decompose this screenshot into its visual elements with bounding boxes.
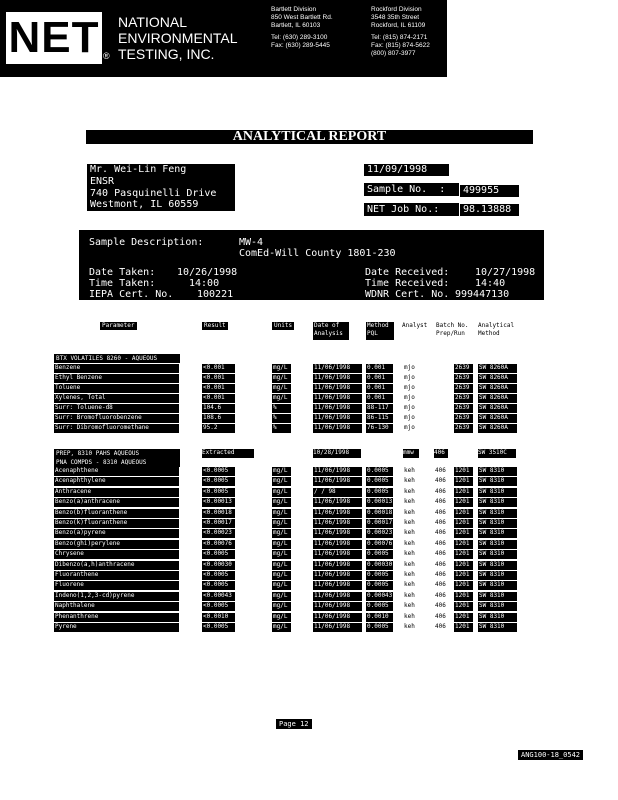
parameter-cell: Surr: Dibromofluoromethane [54,424,179,433]
report-title: ANALYTICAL REPORT [86,130,533,144]
method-cell: SW 8260A [478,384,517,393]
analyst-cell: keh [404,623,415,630]
method-cell: SW 8310 [478,529,517,538]
method-cell: SW 8310 [478,581,517,590]
method-cell: SW 8260A [478,424,517,433]
analyst-cell: keh [404,581,415,589]
pql-cell: 88-117 [366,404,393,413]
method-cell: SW 8310 [478,623,517,632]
result-cell: <0.0005 [202,581,235,590]
batch-cell: 406 [435,477,446,485]
pql-cell: 0.001 [366,384,393,393]
date-cell: 11/06/1998 [313,592,362,601]
prep-date: 10/28/1998 [313,449,361,458]
method-cell: SW 8260A [478,394,517,403]
run-cell: 1201 [454,529,473,538]
pql-cell: 0.0005 [366,467,393,476]
batch-cell: 406 [435,581,446,589]
date-cell: 11/06/1998 [313,519,362,528]
parameter-cell: Benzo(b)fluoranthene [54,509,179,518]
date-cell: 11/06/1998 [313,509,362,518]
batch-cell: 406 [435,623,446,630]
analyst-cell: keh [404,539,415,547]
units-cell: mg/L [272,529,291,538]
parameter-cell: Acenaphthene [54,467,179,476]
analyst-cell: keh [404,529,415,537]
batch-cell [434,384,449,393]
run-cell: 2639 [454,394,473,403]
date-cell: 11/06/1998 [313,364,362,373]
analyst-cell: mjo [404,414,415,421]
method-cell: SW 8310 [478,602,517,611]
units-cell: mg/L [272,613,291,622]
result-cell: <0.0005 [202,477,235,486]
units-cell: mg/L [272,467,291,476]
pql-cell: 0.0005 [366,623,393,632]
run-cell: 2639 [454,404,473,413]
analyst-cell: keh [404,487,415,495]
method-cell: SW 8260A [478,414,517,423]
section-pna-compounds: PNA COMPDS - 8310 AQUEOUS [54,458,180,467]
col-header-parameter: Parameter [102,322,135,329]
date-cell: 11/06/1998 [313,581,362,590]
letterhead [0,0,447,77]
parameter-cell: Ethyl Benzene [54,374,179,383]
run-cell: 2639 [454,414,473,423]
method-cell: SW 8310 [478,467,517,476]
date-cell: 11/06/1998 [313,384,362,393]
run-cell: 1201 [454,467,473,476]
parameter-cell: Benzo(a)anthracene [54,498,179,507]
parameter-cell: Chrysene [54,550,179,559]
result-cell: 104.6 [202,404,235,413]
page-number: Page 12 [276,719,312,729]
run-cell: 1201 [454,498,473,507]
result-cell: <0.00013 [202,498,235,507]
analyst-cell: mjo [404,394,415,401]
pql-cell: 0.0005 [366,602,393,611]
method-cell: SW 8310 [478,613,517,622]
analyst-cell: keh [404,571,415,578]
pql-cell: 86-115 [366,414,393,423]
parameter-cell: Phenanthrene [54,613,179,622]
pql-cell: 0.00076 [367,539,393,547]
run-cell: 1201 [454,571,473,580]
registered-mark: ® [103,51,110,61]
batch-cell [434,374,449,383]
batch-cell [434,404,449,413]
pql-cell: 0.0005 [366,581,393,590]
analyst-cell: keh [404,550,415,558]
units-cell: mg/L [272,592,291,601]
col-header-result: Result [204,322,226,329]
run-cell: 1201 [454,581,473,590]
units-cell: mg/L [272,509,291,518]
date-cell: 11/06/1998 [313,394,362,403]
pql-cell: 0.001 [366,394,393,403]
date-cell: 11/06/1998 [313,602,362,611]
parameter-cell: Dibenzo(a,h)anthracene [54,561,179,570]
pql-cell: 0.00030 [367,560,393,568]
run-cell: 2639 [454,374,473,383]
parameter-cell: Fluorene [54,581,179,590]
units-cell: mg/L [272,561,291,570]
job-no-value: 98.13888 [460,204,519,216]
batch-cell: 406 [435,487,446,495]
date-cell: 11/06/1998 [313,374,362,383]
date-cell: 11/06/1998 [313,414,362,423]
col-header-analyst: Analyst [402,322,428,329]
run-cell: 1201 [454,550,473,559]
analyst-cell: keh [404,591,415,599]
run-cell: 1201 [454,519,473,528]
rockford-division-address: Rockford Division 3548 35th Street Rockford, IL 61109 Tel: (815) 874-2171 Fax: (815) 874-5622 (800) 807-3977 [371,6,430,57]
analyst-cell: keh [404,602,415,610]
parameter-cell: Surr: Bromofluorobenzene [54,414,179,423]
run-cell: 2639 [454,424,473,433]
run-cell: 1201 [454,509,473,518]
sample-description-block: Sample Description: MW-4 ComEd-Will County 1801-230 Date Taken: 10/26/1998 Time Taken: 14:00 IEPA Cert. No. 100221 Date Received: 10/27/1998 Time Received: 14:40 WDNR Cert. No. 999447130 [79,230,544,300]
analyst-cell: mjo [404,384,415,391]
method-cell: SW 8310 [478,592,517,601]
result-cell: <0.001 [202,384,235,393]
date-cell: 11/06/1998 [313,623,362,632]
method-cell: SW 8260A [478,404,517,413]
units-cell: mg/L [272,602,291,611]
batch-cell [434,364,449,373]
units-cell: mg/L [272,488,291,497]
date-cell: 11/06/1998 [313,424,362,433]
method-cell: SW 8310 [478,498,517,507]
batch-cell: 406 [435,550,446,558]
analyst-cell: keh [404,519,415,526]
pql-cell: 0.0005 [366,571,393,580]
col-header-method: Method PQL [366,322,394,340]
sample-no-value: 499955 [460,185,519,197]
units-cell: mg/L [272,540,291,549]
date-cell: 11/06/1998 [313,467,362,476]
date-cell: 11/06/1998 [313,498,362,507]
col-header-batch: Batch No. Prep/Run [436,322,469,337]
report-date: 11/09/1998 [364,164,449,176]
parameter-cell: Surr: Toluene-d8 [54,404,179,413]
date-cell: 11/06/1998 [313,540,362,549]
pql-cell: 0.001 [366,374,393,383]
analyst-cell: mjo [404,364,415,371]
batch-cell: 406 [435,529,446,537]
run-cell: 1201 [454,540,473,549]
date-cell: 11/06/1998 [313,529,362,538]
result-cell: <0.0005 [202,467,235,476]
pql-cell: 0.00017 [367,519,393,526]
client-address-block: Mr. Wei-Lin Feng ENSR 740 Pasquinelli Drive Westmont, IL 60559 [87,164,235,211]
date-cell: 11/06/1998 [313,550,362,559]
pql-cell: 0.00018 [367,508,393,516]
batch-cell [434,394,449,403]
date-cell: / / 98 [313,488,362,497]
batch-cell: 406 [435,612,446,620]
units-cell: mg/L [272,571,291,580]
col-header-analytical-method: Analytical Method [478,322,515,337]
pql-cell: 0.00013 [367,498,393,506]
units-cell: % [272,404,291,413]
method-cell: SW 8310 [478,550,517,559]
method-cell: SW 8310 [478,509,517,518]
units-cell: mg/L [272,498,291,507]
units-cell: mg/L [272,364,291,373]
method-cell: SW 8260A [478,364,517,373]
units-cell: mg/L [272,477,291,486]
batch-cell: 406 [435,571,446,578]
analyst-cell: mjo [404,404,415,411]
result-cell: <0.0005 [202,623,235,632]
pql-cell: 0.00043 [367,591,393,599]
run-cell: 1201 [454,477,473,486]
method-cell: SW 8310 [478,477,517,486]
parameter-cell: Benzo(a)pyrene [54,529,179,538]
run-cell: 2639 [454,384,473,393]
result-cell: <0.0005 [202,488,235,497]
result-cell: <0.00017 [202,519,235,528]
batch-cell: 406 [435,467,446,474]
batch-cell: 406 [435,560,446,568]
prep-batch: 406 [434,449,448,458]
sample-no-label: Sample No. : [364,183,459,196]
pql-cell: 0.0005 [366,488,393,497]
result-cell: <0.00043 [202,592,235,601]
parameter-cell: Benzene [54,364,179,373]
date-cell: 11/06/1998 [313,477,362,486]
run-cell: 1201 [454,561,473,570]
units-cell: mg/L [272,550,291,559]
analyst-cell: keh [404,477,415,485]
result-cell: <0.00076 [202,540,235,549]
analyst-cell: keh [404,498,415,506]
result-cell: <0.0005 [202,571,235,580]
section-btx-volatiles: BTX VOLATILES 8260 - AQUEOUS [54,354,180,363]
batch-cell: 406 [435,498,446,506]
run-cell: 1201 [454,602,473,611]
col-header-date: Date of Analysis [313,322,349,340]
date-cell: 11/06/1998 [313,613,362,622]
units-cell: mg/L [272,623,291,632]
date-cell: 11/06/1998 [313,571,362,580]
pql-cell: 0.001 [366,364,393,373]
document-id: ANG100-18_0542 [518,750,583,760]
parameter-cell: Fluoranthene [54,571,179,580]
net-logo: NET [6,12,102,64]
analyst-cell: keh [404,612,415,620]
batch-cell: 406 [435,602,446,610]
units-cell: mg/L [272,519,291,528]
pql-cell: 0.0005 [366,477,393,486]
batch-cell [434,424,449,433]
section-prep-pahs: PREP, 8310 PAHS AQUEOUS [54,449,180,458]
result-cell: <0.00023 [202,529,235,538]
date-cell: 11/06/1998 [313,404,362,413]
units-cell: mg/L [272,374,291,383]
pql-cell: 0.0010 [366,613,393,622]
result-cell: <0.0010 [202,613,235,622]
pql-cell: 0.00023 [367,529,393,537]
parameter-cell: Acenaphthylene [54,477,179,486]
method-cell: SW 8310 [478,571,517,580]
method-cell: SW 8310 [478,488,517,497]
run-cell: 1201 [454,488,473,497]
method-cell: SW 8260A [478,374,517,383]
prep-analyst: mmw [403,449,419,458]
col-header-units: Units [274,322,293,329]
analyst-cell: keh [404,508,415,516]
result-cell: 108.6 [202,414,235,423]
parameter-cell: Benzo(ghi)perylene [54,540,179,549]
parameter-cell: Pyrene [54,623,179,632]
parameter-cell: Naphthalene [54,602,179,611]
result-cell: 95.2 [202,424,235,433]
batch-cell: 406 [435,519,446,526]
parameter-cell: Indeno(1,2,3-cd)pyrene [54,592,179,601]
result-cell: <0.00030 [202,561,235,570]
batch-cell [434,414,449,423]
job-no-label: NET Job No.: [364,203,459,216]
result-cell: <0.00018 [202,509,235,518]
analyst-cell: keh [404,560,415,568]
batch-cell: 406 [435,539,446,547]
batch-cell: 406 [435,508,446,516]
analyst-cell: keh [404,467,415,474]
run-cell: 1201 [454,613,473,622]
units-cell: % [272,424,291,433]
method-cell: SW 8310 [478,561,517,570]
pql-cell: 0.0005 [366,550,393,559]
result-cell: <0.0005 [202,602,235,611]
bartlett-division-address: Bartlett Division 850 West Bartlett Rd. Bartlett, IL 60103 Tel: (630) 289-3100 Fax: (630) 289-5445 [271,6,333,49]
company-name: NATIONAL ENVIRONMENTAL TESTING, INC. [118,14,238,62]
parameter-cell: Toluene [54,384,179,393]
date-cell: 11/06/1998 [313,561,362,570]
method-cell: SW 8310 [478,540,517,549]
method-cell: SW 8310 [478,519,517,528]
batch-cell: 406 [435,591,446,599]
run-cell: 1201 [454,592,473,601]
analyst-cell: mjo [404,374,415,381]
parameter-cell: Xylenes, Total [54,394,179,403]
run-cell: 2639 [454,364,473,373]
parameter-cell: Anthracene [54,488,179,497]
result-cell: <0.001 [202,364,235,373]
result-cell: <0.0005 [202,550,235,559]
prep-method: SW 3510C [478,449,516,458]
units-cell: mg/L [272,581,291,590]
result-cell: <0.001 [202,374,235,383]
units-cell: mg/L [272,384,291,393]
result-cell: <0.001 [202,394,235,403]
run-cell: 1201 [454,623,473,632]
parameter-cell: Benzo(k)fluoranthene [54,519,179,528]
analyst-cell: mjo [404,424,415,431]
units-cell: % [272,414,291,423]
pql-cell: 76-130 [366,424,393,433]
units-cell: mg/L [272,394,291,403]
prep-result: Extracted [202,449,254,458]
